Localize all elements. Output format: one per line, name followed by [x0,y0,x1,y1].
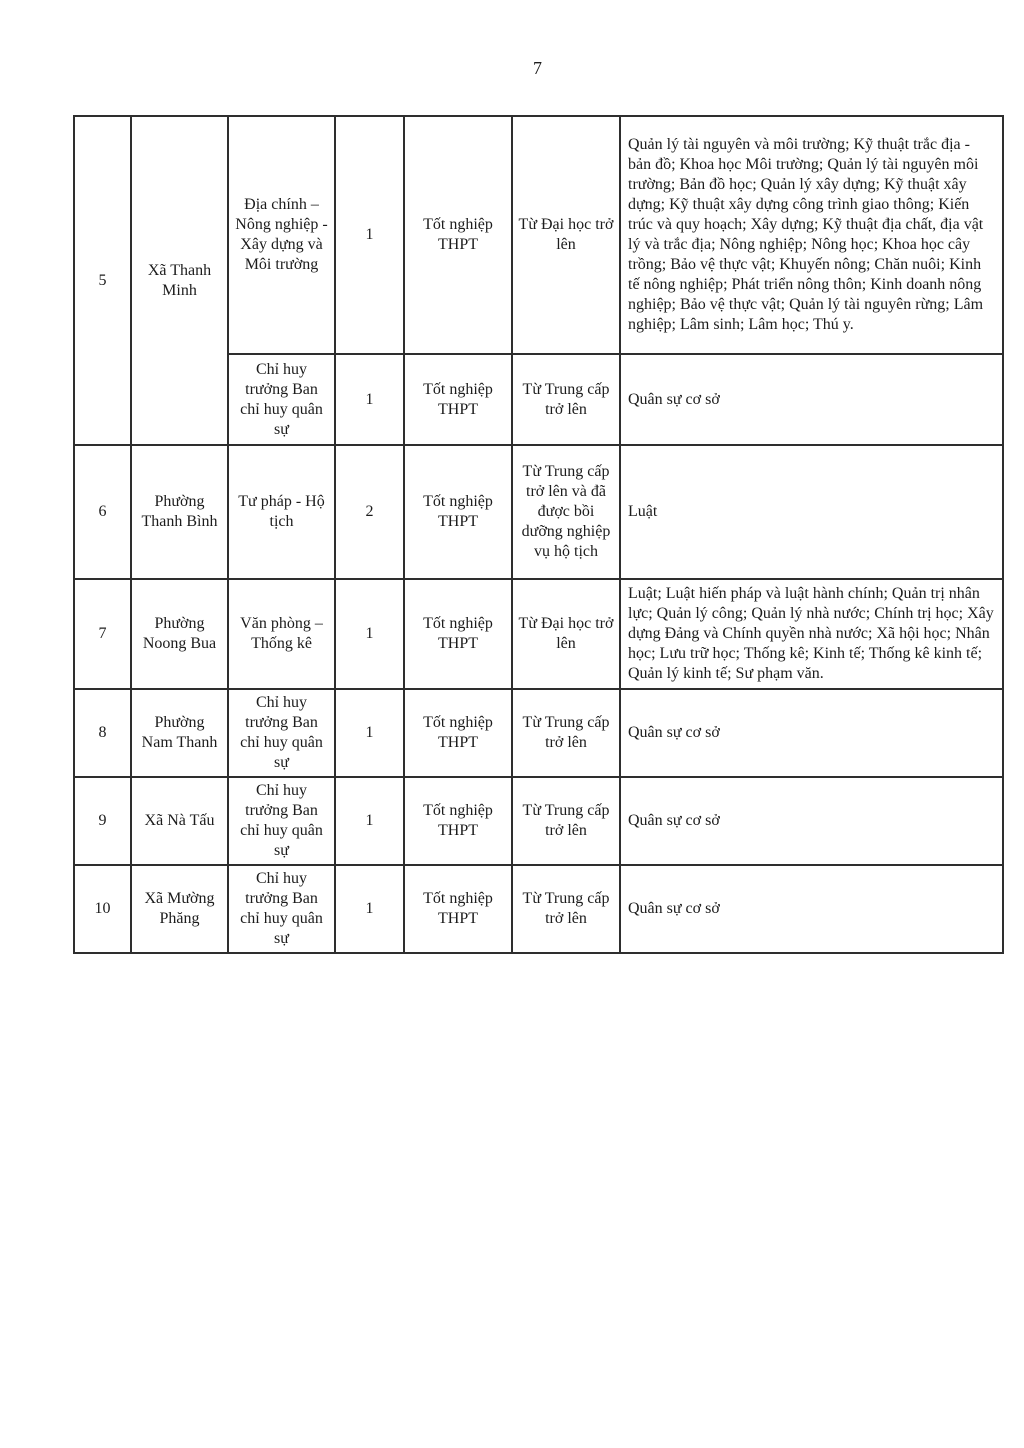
table-row [74,689,1003,777]
cell-stt: 5 [74,116,131,445]
cell-education: Tốt nghiệp THPT [404,865,512,953]
cell-stt: 10 [74,865,131,953]
table-row [74,579,1003,689]
cell-unit: Xã Nà Tấu [131,777,228,865]
table-row [74,116,1003,354]
cell-unit: Xã Mường Phăng [131,865,228,953]
cell-majors: Quân sự cơ sở [620,354,1003,445]
cell-qualification: Từ Đại học trở lên [512,579,620,689]
cell-education: Tốt nghiệp THPT [404,777,512,865]
cell-position: Chỉ huy trưởng Ban chỉ huy quân sự [228,354,335,445]
cell-quantity: 1 [335,354,404,445]
cell-unit: Xã Thanh Minh [131,116,228,445]
cell-quantity: 1 [335,777,404,865]
page-number: 7 [533,58,542,78]
cell-qualification: Từ Trung cấp trở lên [512,777,620,865]
cell-unit: Phường Nam Thanh [131,689,228,777]
table-row [74,445,1003,579]
table-row [74,865,1003,953]
cell-education: Tốt nghiệp THPT [404,579,512,689]
cell-education: Tốt nghiệp THPT [404,689,512,777]
cell-position: Văn phòng – Thống kê [228,579,335,689]
cell-stt: 8 [74,689,131,777]
cell-qualification: Từ Trung cấp trở lên và đã được bồi dưỡng nghiệp vụ hộ tịch [512,445,620,579]
cell-position: Địa chính – Nông nghiệp - Xây dựng và Môi trường [228,116,335,354]
cell-education: Tốt nghiệp THPT [404,354,512,445]
cell-education: Tốt nghiệp THPT [404,116,512,354]
cell-majors: Quân sự cơ sở [620,689,1003,777]
cell-majors: Luật [620,445,1003,579]
cell-position: Chỉ huy trưởng Ban chỉ huy quân sự [228,689,335,777]
table-row [74,777,1003,865]
cell-majors: Quản lý tài nguyên và môi trường; Kỹ thuật trắc địa - bản đồ; Khoa học Môi trường; Quản lý tài nguyên môi trường; Bản đồ học; Quản lý xây dựng; Kỹ thuật xây dựng; Kỹ thuật xây dựng công trình giao thông; Kiến trúc và quy hoạch; Xây dựng; Kỹ thuật địa chất, địa vật lý và trắc địa; Nông nghiệp; Nông học; Khoa học cây trồng; Bảo vệ thực vật; Khuyến nông; Chăn nuôi; Kinh tế nông nghiệp; Phát triển nông thôn; Kinh doanh nông nghiệp; Bảo vệ thực vật; Quản lý tài nguyên rừng; Lâm nghiệp; Lâm sinh; Lâm học; Thú y. [620,116,1003,354]
cell-quantity: 1 [335,689,404,777]
cell-position: Chỉ huy trưởng Ban chỉ huy quân sự [228,865,335,953]
cell-stt: 6 [74,445,131,579]
recruitment-table-container [73,115,1002,954]
cell-qualification: Từ Trung cấp trở lên [512,865,620,953]
cell-majors: Quân sự cơ sở [620,777,1003,865]
cell-majors: Quân sự cơ sở [620,865,1003,953]
cell-stt: 9 [74,777,131,865]
cell-unit: Phường Noong Bua [131,579,228,689]
cell-qualification: Từ Trung cấp trở lên [512,354,620,445]
cell-unit: Phường Thanh Bình [131,445,228,579]
cell-qualification: Từ Đại học trở lên [512,116,620,354]
cell-quantity: 2 [335,445,404,579]
cell-quantity: 1 [335,579,404,689]
cell-quantity: 1 [335,116,404,354]
cell-position: Tư pháp - Hộ tịch [228,445,335,579]
cell-majors: Luật; Luật hiến pháp và luật hành chính; Quản trị nhân lực; Quản lý công; Quản lý nhà nước; Chính trị học; Xây dựng Đảng và Chính quyền nhà nước; Xã hội học; Nhân học; Lưu trữ học; Thống kê; Kinh tế; Thống kê kinh tế; Quản lý kinh tế; Sư phạm văn. [620,579,1003,689]
cell-position: Chỉ huy trưởng Ban chỉ huy quân sự [228,777,335,865]
cell-qualification: Từ Trung cấp trở lên [512,689,620,777]
cell-education: Tốt nghiệp THPT [404,445,512,579]
cell-stt: 7 [74,579,131,689]
cell-quantity: 1 [335,865,404,953]
recruitment-table [73,115,1004,954]
